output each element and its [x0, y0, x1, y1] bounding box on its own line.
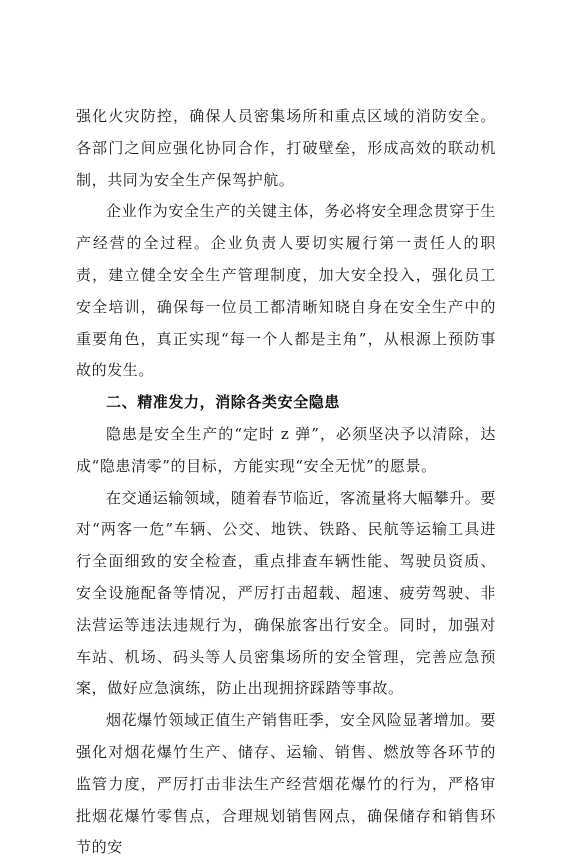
paragraph-fire-safety: 强化火灾防控，确保人员密集场所和重点区域的消防安全。各部门之间应强化协同合作，打破壁垒，形成高效的联动机制，共同为安全生产保驾护航。 [76, 107, 496, 189]
paragraph-transportation: 在交通运输领域，随着春节临近，客流量将大幅攀升。要对“两客一危”车辆、公交、地铁、铁路、民航等运输工具进行全面细致的安全检查，重点排查车辆性能、驾驶员资质、安全设施配备等情况，严厉打击超载、超速、疲劳驾驶、非法营运等违法违规行为，确保旅客出行安全。同时，加强对车站、机场、码头等人员密集场所的安全管理，完善应急预案，做好应急演练，防止出现拥挤踩踏等事故。 [76, 488, 497, 698]
paragraph-hidden-dangers: 隐患是安全生产的“定时 z 弹”，必须坚决予以清除，达成“隐患清零”的目标，方能实现“安全无忧”的愿景。 [76, 424, 496, 475]
section-heading-2: 二、精准发力，消除各类安全隐患 [106, 393, 341, 412]
paragraph-enterprise-responsibility: 企业作为安全生产的关键主体，务必将安全理念贯穿于生产经营的全过程。企业负责人要切实履行第一责任人的职责，建立健全安全生产管理制度，加大安全投入，强化员工安全培训，确保每一位员工都清晰知晓自身在安全生产中的重要角色，真正实现“每一个人都是主角”，从根源上预防事故的发生。 [76, 202, 497, 380]
document-body [76, 101, 496, 864]
paragraph-fireworks: 烟花爆竹领域正值生产销售旺季，安全风险显著增加。要强化对烟花爆竹生产、储存、运输、销售、燃放等各环节的监管力度，严厉打击非法生产经营烟花爆竹的行为，严格审批烟花爆竹零售点，合理规划销售网点，确保储存和销售环节的安 [76, 711, 497, 857]
